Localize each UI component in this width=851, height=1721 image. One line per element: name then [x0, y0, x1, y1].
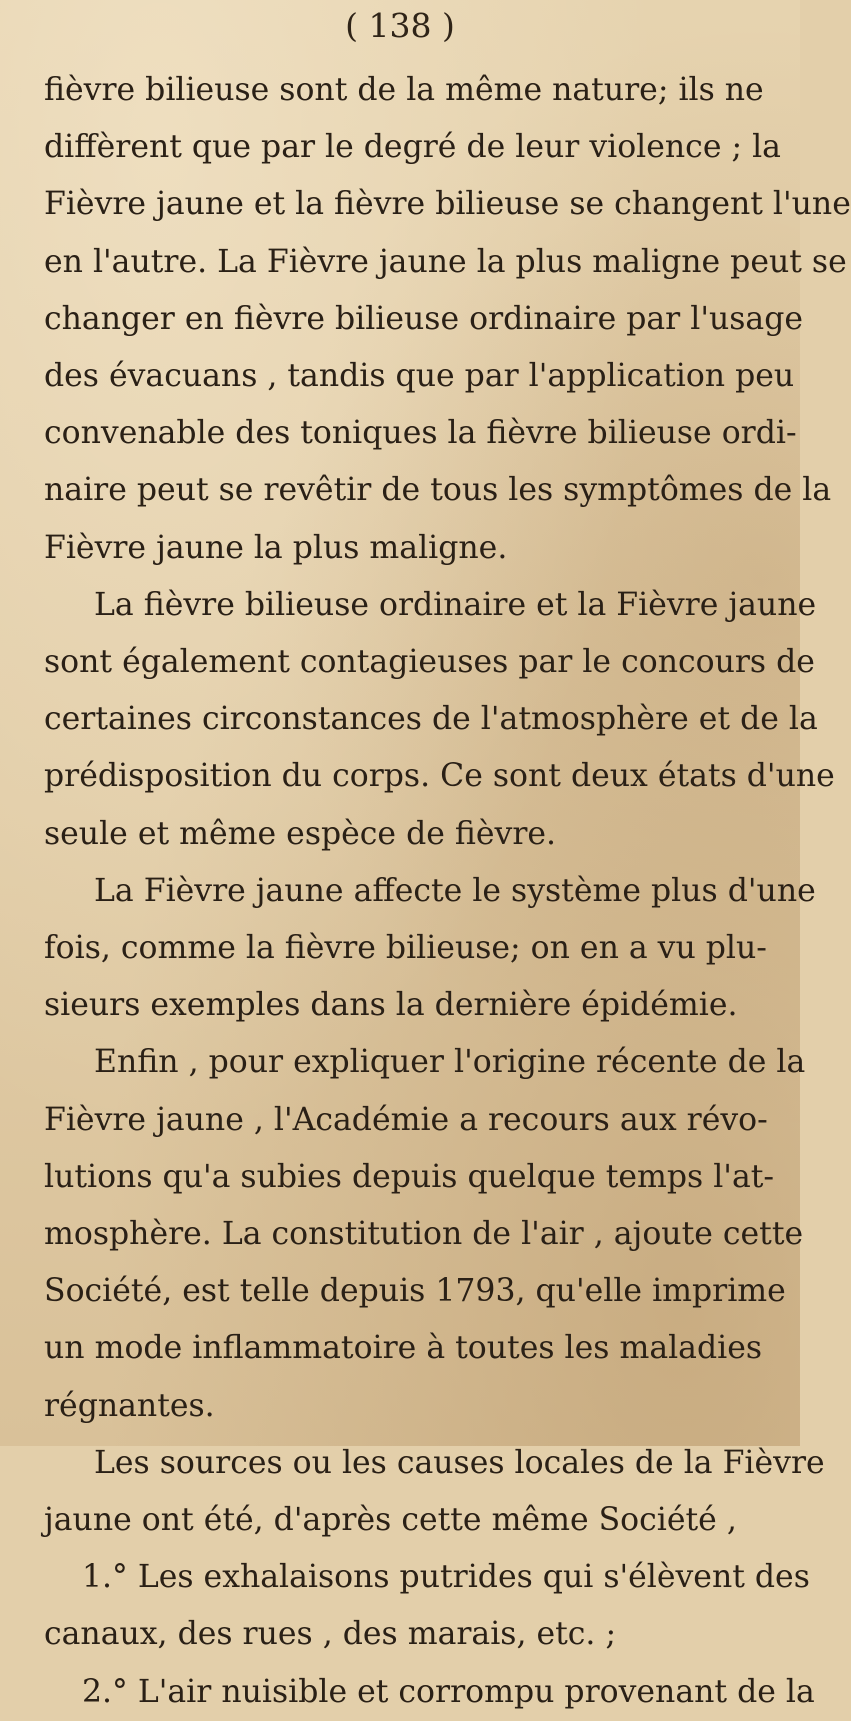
body-text: [44, 62, 851, 1721]
text-line: canaux, des rues , des marais, etc. ;: [44, 1616, 617, 1653]
text-line: 2.° L'air nuisible et corrompu provenant de la: [82, 1673, 815, 1710]
text-line: mosphère. La constitution de l'air , ajoute cette: [44, 1216, 804, 1253]
text-line: Société, est telle depuis 1793, qu'elle imprime: [44, 1273, 786, 1310]
text-line: sieurs exemples dans la dernière épidémie.: [44, 987, 738, 1024]
text-line: 1.° Les exhalaisons putrides qui s'élèvent des: [82, 1559, 810, 1596]
text-line: lutions qu'a subies depuis quelque temps l'at-: [44, 1158, 775, 1195]
text-line: Enfin , pour expliquer l'origine récente de la: [94, 1044, 806, 1081]
text-line: seule et même espèce de fièvre.: [44, 815, 557, 852]
text-line: La fièvre bilieuse ordinaire et la Fièvre jaune: [94, 586, 817, 623]
text-line: naire peut se revêtir de tous les symptômes de la: [44, 472, 832, 509]
text-line: Fièvre jaune et la fièvre bilieuse se changent l'une: [44, 186, 851, 223]
text-line: prédisposition du corps. Ce sont deux états d'une: [44, 758, 835, 795]
text-line: convenable des toniques la fièvre bilieuse ordi-: [44, 415, 797, 452]
page-number: ( 138 ): [345, 6, 455, 45]
text-line: La Fièvre jaune affecte le système plus d'une: [94, 872, 816, 909]
text-line: Fièvre jaune la plus maligne.: [44, 529, 508, 566]
text-line: en l'autre. La Fièvre jaune la plus maligne peut se: [44, 243, 847, 280]
text-line: un mode inflammatoire à toutes les maladies: [44, 1330, 762, 1367]
text-line: changer en fièvre bilieuse ordinaire par l'usage: [44, 300, 804, 337]
text-line: Les sources ou les causes locales de la Fièvre: [94, 1444, 825, 1481]
text-line: Fièvre jaune , l'Académie a recours aux révo-: [44, 1101, 768, 1138]
text-line: fièvre bilieuse sont de la même nature; ils ne: [44, 72, 764, 108]
text-line: diffèrent que par le degré de leur violence ; la: [44, 129, 781, 166]
text-line: sont également contagieuses par le concours de: [44, 644, 815, 681]
text-line: des évacuans , tandis que par l'application peu: [44, 358, 795, 395]
text-line: jaune ont été, d'après cette même Société ,: [44, 1502, 737, 1539]
text-line: régnantes.: [44, 1387, 215, 1424]
text-line: fois, comme la fièvre bilieuse; on en a vu plu-: [44, 930, 767, 967]
text-line: certaines circonstances de l'atmosphère et de la: [44, 701, 818, 738]
